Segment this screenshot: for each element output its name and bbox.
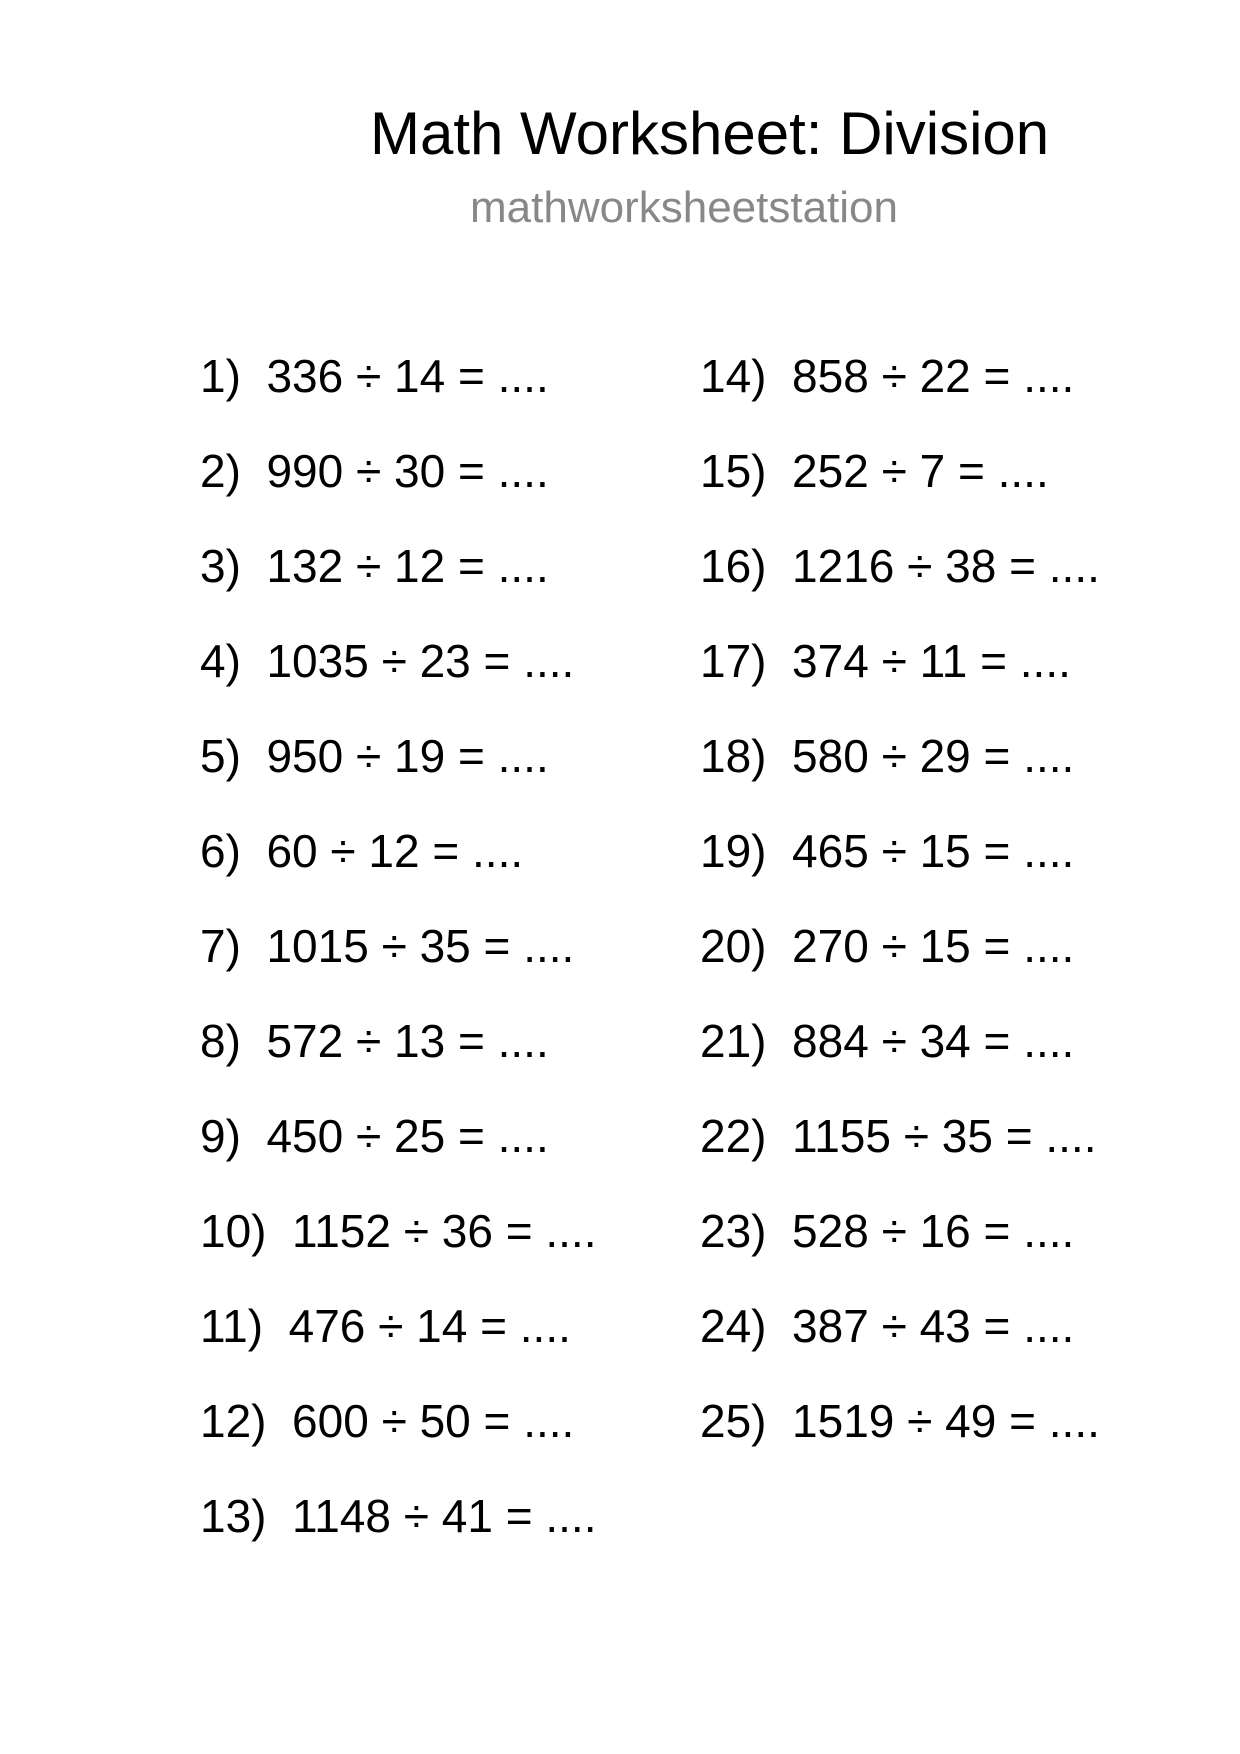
- problem-12: 12) 600 ÷ 50 = ....: [200, 1395, 575, 1447]
- problem-16: 16) 1216 ÷ 38 = ....: [700, 540, 1100, 592]
- problem-3: 3) 132 ÷ 12 = ....: [200, 540, 549, 592]
- problem-19: 19) 465 ÷ 15 = ....: [700, 825, 1075, 877]
- problem-23: 23) 528 ÷ 16 = ....: [700, 1205, 1075, 1257]
- problem-7: 7) 1015 ÷ 35 = ....: [200, 920, 575, 972]
- problem-25: 25) 1519 ÷ 49 = ....: [700, 1395, 1100, 1447]
- site-name-subtitle: mathworksheetstation: [470, 183, 898, 232]
- problem-15: 15) 252 ÷ 7 = ....: [700, 445, 1049, 497]
- problem-11: 11) 476 ÷ 14 = ....: [200, 1300, 571, 1352]
- page-title: Math Worksheet: Division: [370, 100, 1050, 167]
- problem-17: 17) 374 ÷ 11 = ....: [700, 635, 1071, 687]
- problem-18: 18) 580 ÷ 29 = ....: [700, 730, 1075, 782]
- problem-5: 5) 950 ÷ 19 = ....: [200, 730, 549, 782]
- problem-8: 8) 572 ÷ 13 = ....: [200, 1015, 549, 1067]
- problem-21: 21) 884 ÷ 34 = ....: [700, 1015, 1075, 1067]
- problem-4: 4) 1035 ÷ 23 = ....: [200, 635, 575, 687]
- problem-13: 13) 1148 ÷ 41 = ....: [200, 1490, 597, 1542]
- problem-22: 22) 1155 ÷ 35 = ....: [700, 1110, 1097, 1162]
- problem-6: 6) 60 ÷ 12 = ....: [200, 825, 524, 877]
- problem-20: 20) 270 ÷ 15 = ....: [700, 920, 1075, 972]
- problem-column-right: [700, 350, 1100, 1493]
- problem-24: 24) 387 ÷ 43 = ....: [700, 1300, 1075, 1352]
- problem-14: 14) 858 ÷ 22 = ....: [700, 350, 1075, 402]
- problem-2: 2) 990 ÷ 30 = ....: [200, 445, 549, 497]
- problem-9: 9) 450 ÷ 25 = ....: [200, 1110, 549, 1162]
- problem-10: 10) 1152 ÷ 36 = ....: [200, 1205, 597, 1257]
- problem-column-left: [200, 350, 597, 1588]
- problem-1: 1) 336 ÷ 14 = ....: [200, 350, 549, 402]
